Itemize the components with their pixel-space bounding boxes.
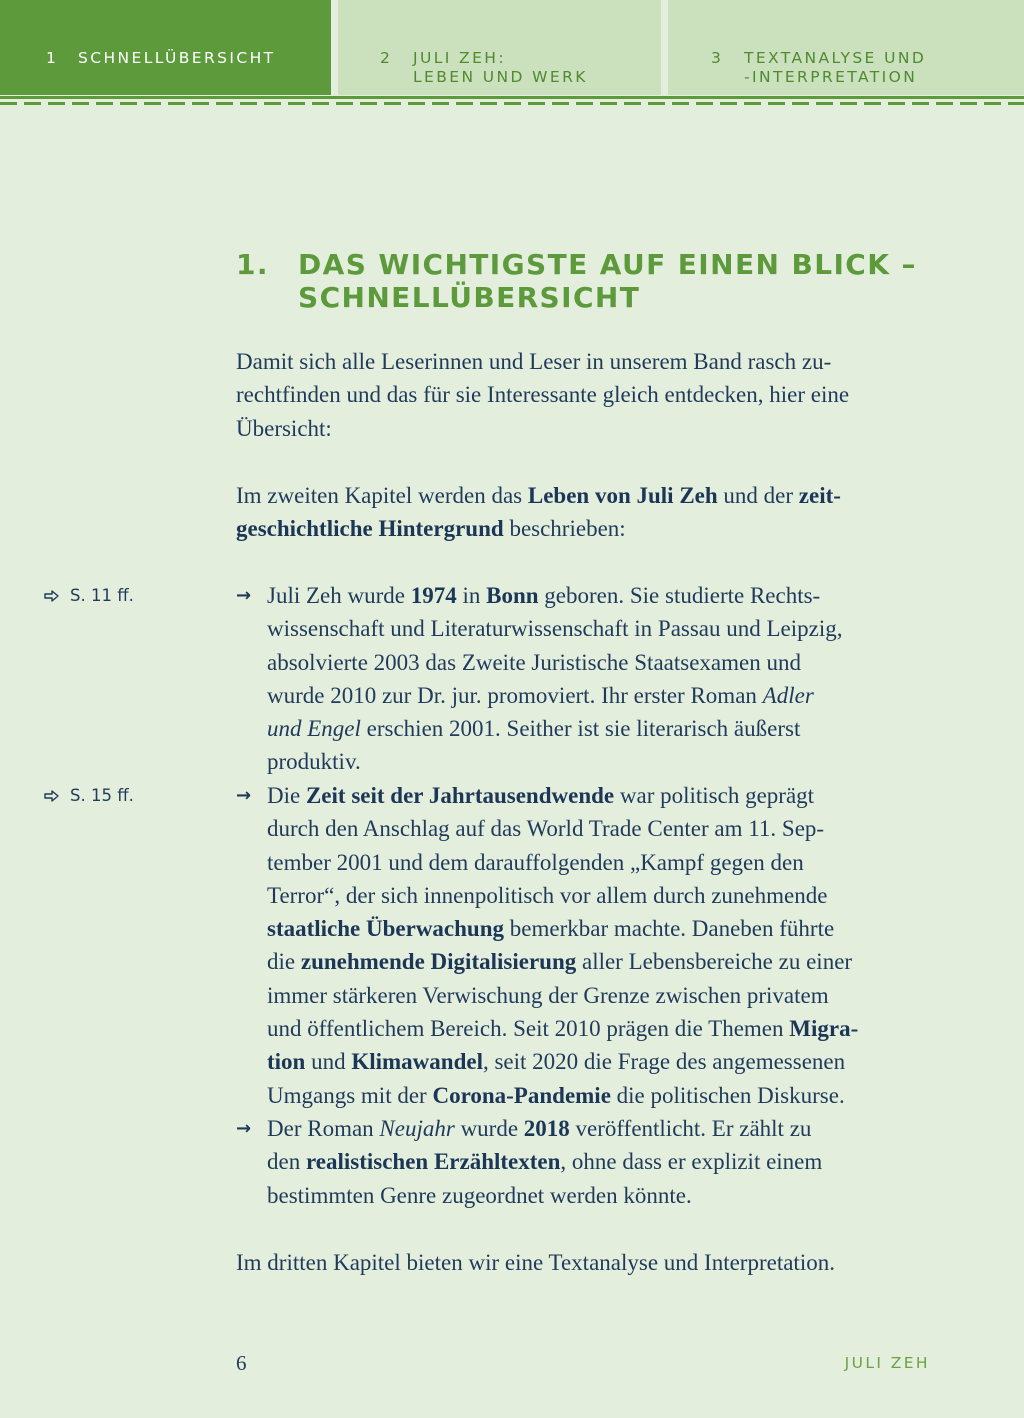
text-line: Übersicht:	[236, 415, 332, 441]
running-head: JULI ZEH	[844, 1354, 930, 1372]
text-run: wurde	[454, 1116, 524, 1141]
tab-number: 2	[380, 49, 393, 67]
text-run: Terror“, der sich innenpolitisch vor allem durch zunehmende	[267, 882, 828, 908]
header-dashed-rule	[0, 102, 1024, 105]
tab-label	[413, 49, 588, 87]
text-run: , ohne dass er explizit einem	[560, 1149, 823, 1175]
tab-textanalyse[interactable]	[668, 0, 1024, 95]
text-run: die	[267, 949, 301, 975]
text-run: bestimmten Genre zugeordnet werden könnte.	[267, 1182, 692, 1208]
text-run: wissenschaft und Literaturwissenschaft in Passau und Leipzig,	[267, 616, 843, 642]
bold-run: Zeit seit der Jahrtausendwende	[305, 783, 615, 808]
text-run: und öffentlichem Bereich. Seit 2010 prägen die Themen	[267, 1016, 790, 1042]
page-number: 6	[236, 1351, 247, 1375]
tab-label	[744, 49, 926, 87]
outline-arrow-right-icon	[44, 787, 60, 799]
bold-run: geschichtliche Hintergrund	[236, 516, 504, 542]
text-run: produktiv.	[267, 749, 361, 775]
bold-run: 1974	[410, 583, 457, 608]
text-run: aller Lebensbereiche zu einer	[576, 949, 853, 975]
arrow-right-icon: →	[236, 1118, 252, 1139]
heading-text	[298, 248, 938, 314]
list-item-text	[267, 779, 930, 1112]
text-run: , seit 2020 die Frage des angemessenen	[482, 1049, 846, 1075]
bold-run: zeit-	[798, 483, 841, 508]
text-run: veröffentlicht. Er zählt zu	[569, 1116, 812, 1141]
italic-run: Adler	[762, 682, 814, 708]
list-item	[236, 579, 930, 779]
chapter2-paragraph	[236, 479, 930, 546]
text-run: erschien 2001. Seither ist sie literarisch äußerst	[360, 716, 801, 742]
text-run: durch den Anschlag auf das World Trade Center am 11. Sep-	[267, 816, 825, 842]
page-reference[interactable]	[44, 586, 134, 605]
chapter-tabs	[0, 0, 1024, 95]
text-run: Im zweiten Kapitel werden das	[236, 483, 528, 508]
text-run: absolvierte 2003 das Zweite Juristische Staatsexamen und	[267, 649, 801, 675]
text-run: Juli Zeh wurde	[267, 583, 411, 608]
tab-label-line: TEXTANALYSE UND	[744, 49, 927, 67]
list-item	[236, 779, 930, 1112]
text-run: beschrieben:	[503, 516, 626, 542]
list-item-text	[267, 1112, 930, 1212]
arrow-right-icon: →	[236, 785, 252, 806]
tab-label-line: -INTERPRETATION	[744, 68, 918, 86]
tab-label-line: JULI ZEH:	[413, 49, 506, 67]
page-reference-text: S. 15 ff.	[70, 786, 134, 805]
list-item	[236, 1112, 930, 1212]
bold-run: zunehmende Digitalisierung	[300, 949, 577, 975]
tab-number: 1	[46, 49, 59, 67]
text-run: war politisch geprägt	[614, 783, 815, 808]
bold-run: tion	[267, 1049, 306, 1075]
heading-number: 1.	[236, 248, 269, 281]
tab-leben-und-werk[interactable]	[338, 0, 661, 95]
text-line: rechtfinden und das für sie Interessante gleich entdecken, hier eine	[236, 382, 850, 408]
bold-run: Bonn	[486, 583, 539, 608]
page-reference-text: S. 11 ff.	[70, 586, 134, 605]
text-run: immer stärkeren Verwischung der Grenze zwischen privatem	[267, 982, 829, 1008]
text-run: in	[456, 583, 487, 608]
text-run: Die	[267, 783, 306, 808]
italic-run: und Engel	[267, 716, 361, 742]
intro-paragraph	[236, 345, 930, 445]
bold-run: Leben von Juli Zeh	[527, 483, 718, 508]
bold-run: staatliche Überwachung	[267, 916, 505, 942]
page-reference[interactable]	[44, 786, 134, 805]
text-run: Der Roman	[267, 1116, 380, 1141]
text-run: die politischen Diskurse.	[610, 1082, 845, 1108]
bold-run: 2018	[523, 1116, 570, 1141]
arrow-right-icon: →	[236, 585, 252, 606]
tab-label-line: LEBEN UND WERK	[413, 68, 588, 86]
bold-run: realistischen Erzähltexten	[305, 1149, 561, 1175]
bold-run: Corona-Pandemie	[432, 1082, 611, 1108]
bold-run: Migra-	[789, 1016, 859, 1042]
text-line: Damit sich alle Leserinnen und Leser in unserem Band rasch zu-	[236, 349, 832, 374]
header-rule	[0, 96, 1024, 99]
heading-line: SCHNELLÜBERSICHT	[298, 281, 641, 314]
tab-schnelluebersicht[interactable]	[0, 0, 331, 95]
bold-run: Klimawandel	[351, 1049, 483, 1075]
text-run: wurde 2010 zur Dr. jur. promoviert. Ihr erster Roman	[267, 682, 763, 708]
text-run: Umgangs mit der	[267, 1082, 433, 1108]
text-run: den	[267, 1149, 306, 1175]
text-run: bemerkbar machte. Daneben führte	[504, 916, 835, 942]
chapter3-paragraph: Im dritten Kapitel bieten wir eine Textanalyse und Interpretation.	[236, 1250, 835, 1275]
outline-arrow-right-icon	[44, 587, 60, 599]
list-item-text	[267, 579, 930, 779]
text-run: und der	[717, 483, 799, 508]
tab-label: SCHNELLÜBERSICHT	[78, 49, 276, 67]
text-run: und	[305, 1049, 352, 1075]
text-run: tember 2001 und dem darauffolgenden „Kampf gegen den	[267, 849, 804, 875]
italic-run: Neujahr	[379, 1116, 455, 1141]
text-run: geboren. Sie studierte Rechts-	[538, 583, 821, 608]
heading-line: DAS WICHTIGSTE AUF EINEN BLICK –	[298, 248, 917, 281]
tab-number: 3	[711, 49, 724, 67]
